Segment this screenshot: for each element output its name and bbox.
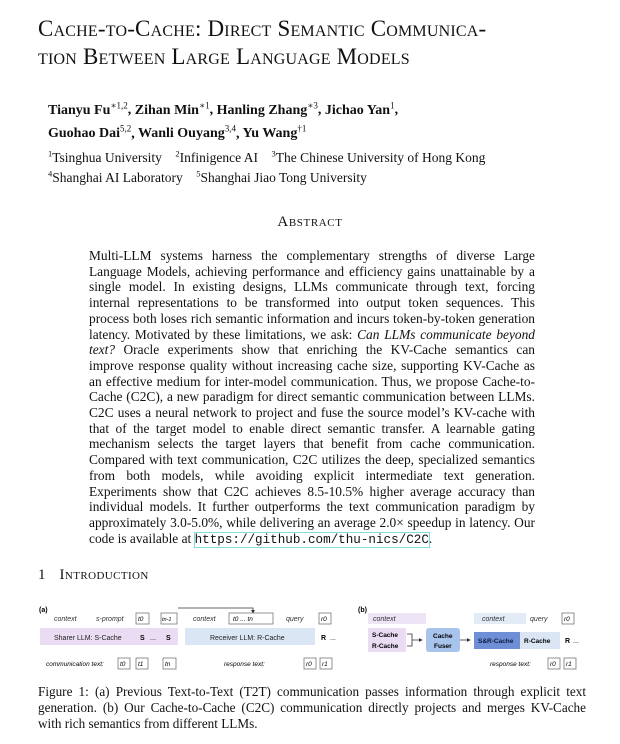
b-scache: S-Cache: [372, 632, 399, 639]
affiliation-list: [48, 145, 588, 186]
sharer-dots: ...: [150, 635, 156, 642]
author: Wanli Ouyang$^{3,4}$: [137, 123, 236, 142]
affiliation: $^3$The Chinese University of Hong Kong: [271, 148, 486, 165]
code-link[interactable]: https://github.com/thu-nics/C2C: [194, 532, 429, 547]
response-r0: r0: [306, 661, 312, 668]
author: Hanling Zhang$^{∗3}$: [216, 100, 318, 118]
comm-token-t1: t1: [138, 661, 144, 668]
b-response-r0: r0: [550, 661, 556, 668]
abstract-body: Multi-LLM systems harness the complementary strengths of diverse Large Language Models, achieving performance and efficiency gains unattainable by a single model. In existing designs, LLMs communicate through text, forcing internal representations to be transformed into output token sequences. This process both loses rich semantic information and incurs token-by-token generation latency. Motivated by these limitations, we ask: Can LLMs communicate beyond text? Oracle experiments show that enriching the KV-Cache semantics can improve response quality without increasing cache size, supporting KV-Cache as an effective medium for inter-model communication. Thus, we propose Cache-to-Cache (C2C), a new paradigm for direct semantic communication between LLMs. C2C uses a neural network to project and fuse the source model’s KV-cache with that of the target model to enable direct semantic transfer. A learnable gating mechanism selects the target layers that benefit from cache communication. Compared with text communication, C2C utilizes the deep, specialized semantics from both models, while avoiding explicit intermediate text generation. Experiments show that C2C achieves 8.5-10.5% higher average accuracy than individual models. It further outperforms the text communication paradigm by approximately 3.0-5.0%, while delivering an average 2.0× speedup in latency. Our code is available at https://github.com/thu-nics/C2C.: [89, 248, 536, 547]
receiver-R: R: [321, 635, 327, 642]
b-query: query: [530, 616, 548, 623]
b-srcache: S&R-Cache: [478, 638, 514, 645]
panel-b-label: (b): [358, 607, 367, 614]
b-rcache: R-Cache: [372, 643, 399, 650]
panel-a-label: (a): [39, 607, 48, 614]
section-heading: [38, 567, 149, 584]
comm-text-label: communication text:: [46, 661, 104, 668]
receiver-llm-label: Receiver LLM: R-Cache: [210, 635, 285, 642]
abstract-heading: Abstract: [277, 214, 343, 230]
response-text-label: response text:: [224, 661, 265, 668]
affiliation: $^5$Shanghai Jiao Tong University: [196, 168, 367, 185]
author-list: Tianyu $Fu^{∗1,2}$, Zihan Min$^{∗1}$, Hanling Zhang$^{∗3}$, Jichao Yan$^1$, Guohao Dai$^{5,2}$, Wanli Ouyang$^{3,4}$, Yu Wang$^{\dagger 1}$: [48, 100, 399, 142]
affiliation: $^1$Tsinghua University: [48, 148, 162, 165]
title-line-2: tion Between Large Language Models: [38, 44, 410, 69]
sharer-llm-label: Sharer LLM: S-Cache: [54, 635, 122, 642]
token-tn-1: tn-1: [162, 617, 172, 623]
research-question: Can LLMs communicate beyond text?: [89, 326, 536, 358]
author: Tianyu $Fu^{∗1,2}$: [48, 100, 128, 118]
author: Yu Wang$^{\dagger 1}$: [242, 123, 307, 142]
b-response-r1: r1: [566, 661, 572, 668]
figure-1: [38, 604, 583, 676]
token-t0: t0: [138, 616, 144, 623]
author: Zihan Min$^{∗1}$: [134, 100, 210, 118]
b-response-label: response text:: [490, 661, 531, 668]
affiliation: $^4$Shanghai AI Laboratory: [48, 168, 183, 185]
b-dots: ...: [573, 638, 579, 645]
receiver-query: query: [286, 616, 304, 623]
receiver-tokens: t0 ... tn: [233, 616, 253, 623]
section-title: Introduction: [59, 567, 149, 583]
fuser-line2: Fuser: [434, 643, 452, 650]
response-r1: r1: [322, 661, 328, 668]
sharer-context: context: [54, 616, 77, 623]
b-R: R: [565, 638, 571, 645]
b-context2: context: [482, 616, 505, 623]
comm-token-tn: tn: [165, 661, 171, 668]
b-r0: r0: [564, 616, 570, 623]
section-number: 1: [38, 567, 46, 583]
sharer-sprompt: s-prompt: [96, 616, 124, 623]
sharer-s1: S: [140, 635, 145, 642]
title-line-1: Cache-to-Cache: Direct Semantic Communica-: [38, 16, 487, 41]
comm-token-t0: t0: [120, 661, 126, 668]
b-context: context: [373, 616, 396, 623]
sharer-s2: S: [166, 635, 171, 642]
b-rcache2: R-Cache: [524, 638, 551, 645]
paper-title: [38, 15, 598, 71]
author: Guohao Dai$^{5,2}$: [48, 123, 132, 142]
receiver-context: context: [193, 616, 216, 623]
fuser-line1: Cache: [433, 633, 453, 640]
author: Jichao Yan$^1$: [324, 100, 395, 118]
receiver-r0: r0: [321, 616, 327, 623]
figure-caption: Figure 1: (a) Previous Text-to-Text (T2T) communication passes information through explicit text generation. (b) Our Cache-to-Cache (C2C) communication directly projects and merges KV-Cache with rich semantics from different LLMs.: [38, 684, 586, 731]
receiver-dots: ...: [330, 635, 336, 642]
affiliation: $^2$Infinigence AI: [175, 148, 259, 165]
